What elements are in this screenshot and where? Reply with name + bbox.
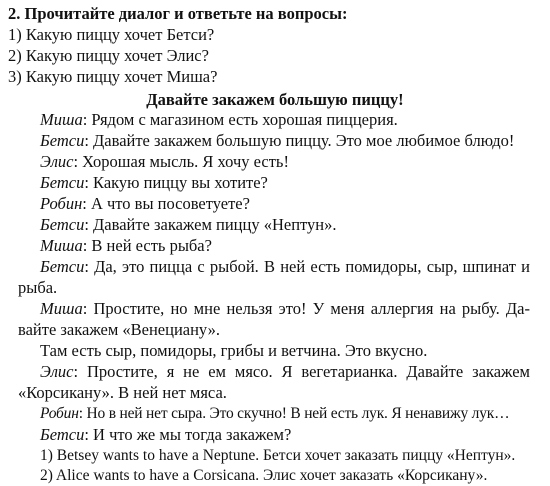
answer-2: 2) Alice wants to have a Corsicana. Элис хочет заказать «Корсикану». xyxy=(40,467,488,484)
line-text: : Но в ней нет сыра. Это скучно! В ней есть лук. Я ненавижу лук… xyxy=(78,405,510,422)
dialog-line xyxy=(40,404,509,424)
line-text: : И что же мы тогда закажем? xyxy=(84,425,292,444)
question-1: 1) Какую пиццу хочет Бетси? xyxy=(8,25,215,44)
line-text: : Какую пиццу вы хотите? xyxy=(84,173,268,192)
line-text: : Простите, я не ем мясо. Я вегетарианка. Давайте закажем xyxy=(73,362,530,381)
line-text: «Корсикану». В ней нет мяса. xyxy=(18,383,227,402)
speaker-name: Элис xyxy=(40,152,74,171)
line-text: : А что вы посоветуете? xyxy=(82,194,250,213)
dialog-title: Давайте закажем большую пиццу! xyxy=(146,90,404,109)
speaker-name: Робин xyxy=(40,405,79,422)
speaker-name: Бетси xyxy=(40,425,85,444)
line-text: вайте закажем «Венециану». xyxy=(18,320,220,339)
dialog-line xyxy=(40,215,336,235)
dialog-line-continuation xyxy=(18,320,220,340)
answer-1: 1) Betsey wants to have a Neptune. Бетси хочет заказать пиццу «Нептун». xyxy=(40,447,516,464)
speaker-name: Бетси xyxy=(40,131,85,150)
question-2: 2) Какую пиццу хочет Элис? xyxy=(8,46,209,65)
speaker-name: Бетси xyxy=(40,215,85,234)
dialog-line xyxy=(40,110,398,130)
question-3: 3) Какую пиццу хочет Миша? xyxy=(8,67,218,86)
dialog-line xyxy=(40,131,514,151)
speaker-name: Робин xyxy=(40,194,83,213)
speaker-name: Элис xyxy=(40,362,74,381)
dialog-line xyxy=(40,257,530,277)
dialog-line xyxy=(40,425,291,445)
line-text: : Простите, но мне нельзя это! У меня аллергия на рыбу. Да- xyxy=(82,299,530,318)
line-text: рыба. xyxy=(18,278,58,297)
dialog-line-continuation xyxy=(40,341,427,361)
speaker-name: Бетси xyxy=(40,173,85,192)
line-text: : Давайте закажем пиццу «Нептун». xyxy=(84,215,337,234)
speaker-name: Миша xyxy=(40,110,83,129)
speaker-name: Миша xyxy=(40,299,83,318)
line-text: : Давайте закажем большую пиццу. Это мое любимое блюдо! xyxy=(84,131,515,150)
task-heading: 2. Прочитайте диалог и ответьте на вопросы: xyxy=(8,4,348,23)
line-text: : Да, это пицца с рыбой. В ней есть помидоры, сыр, шпинат и xyxy=(84,257,530,276)
dialog-line xyxy=(40,236,212,256)
dialog-line-continuation xyxy=(18,383,227,403)
dialog-line xyxy=(40,152,289,172)
line-text: : Рядом с магазином есть хорошая пиццерия. xyxy=(82,110,398,129)
speaker-name: Бетси xyxy=(40,257,85,276)
line-text: : Хорошая мысль. Я хочу есть! xyxy=(73,152,289,171)
line-text: Там есть сыр, помидоры, грибы и ветчина. Это вкусно. xyxy=(40,341,428,360)
dialog-line xyxy=(40,194,250,214)
speaker-name: Миша xyxy=(40,236,83,255)
dialog-line-continuation xyxy=(18,278,57,298)
dialog-line xyxy=(40,299,530,319)
line-text: : В ней есть рыба? xyxy=(82,236,212,255)
dialog-line xyxy=(40,173,268,193)
dialog-line xyxy=(40,362,530,382)
